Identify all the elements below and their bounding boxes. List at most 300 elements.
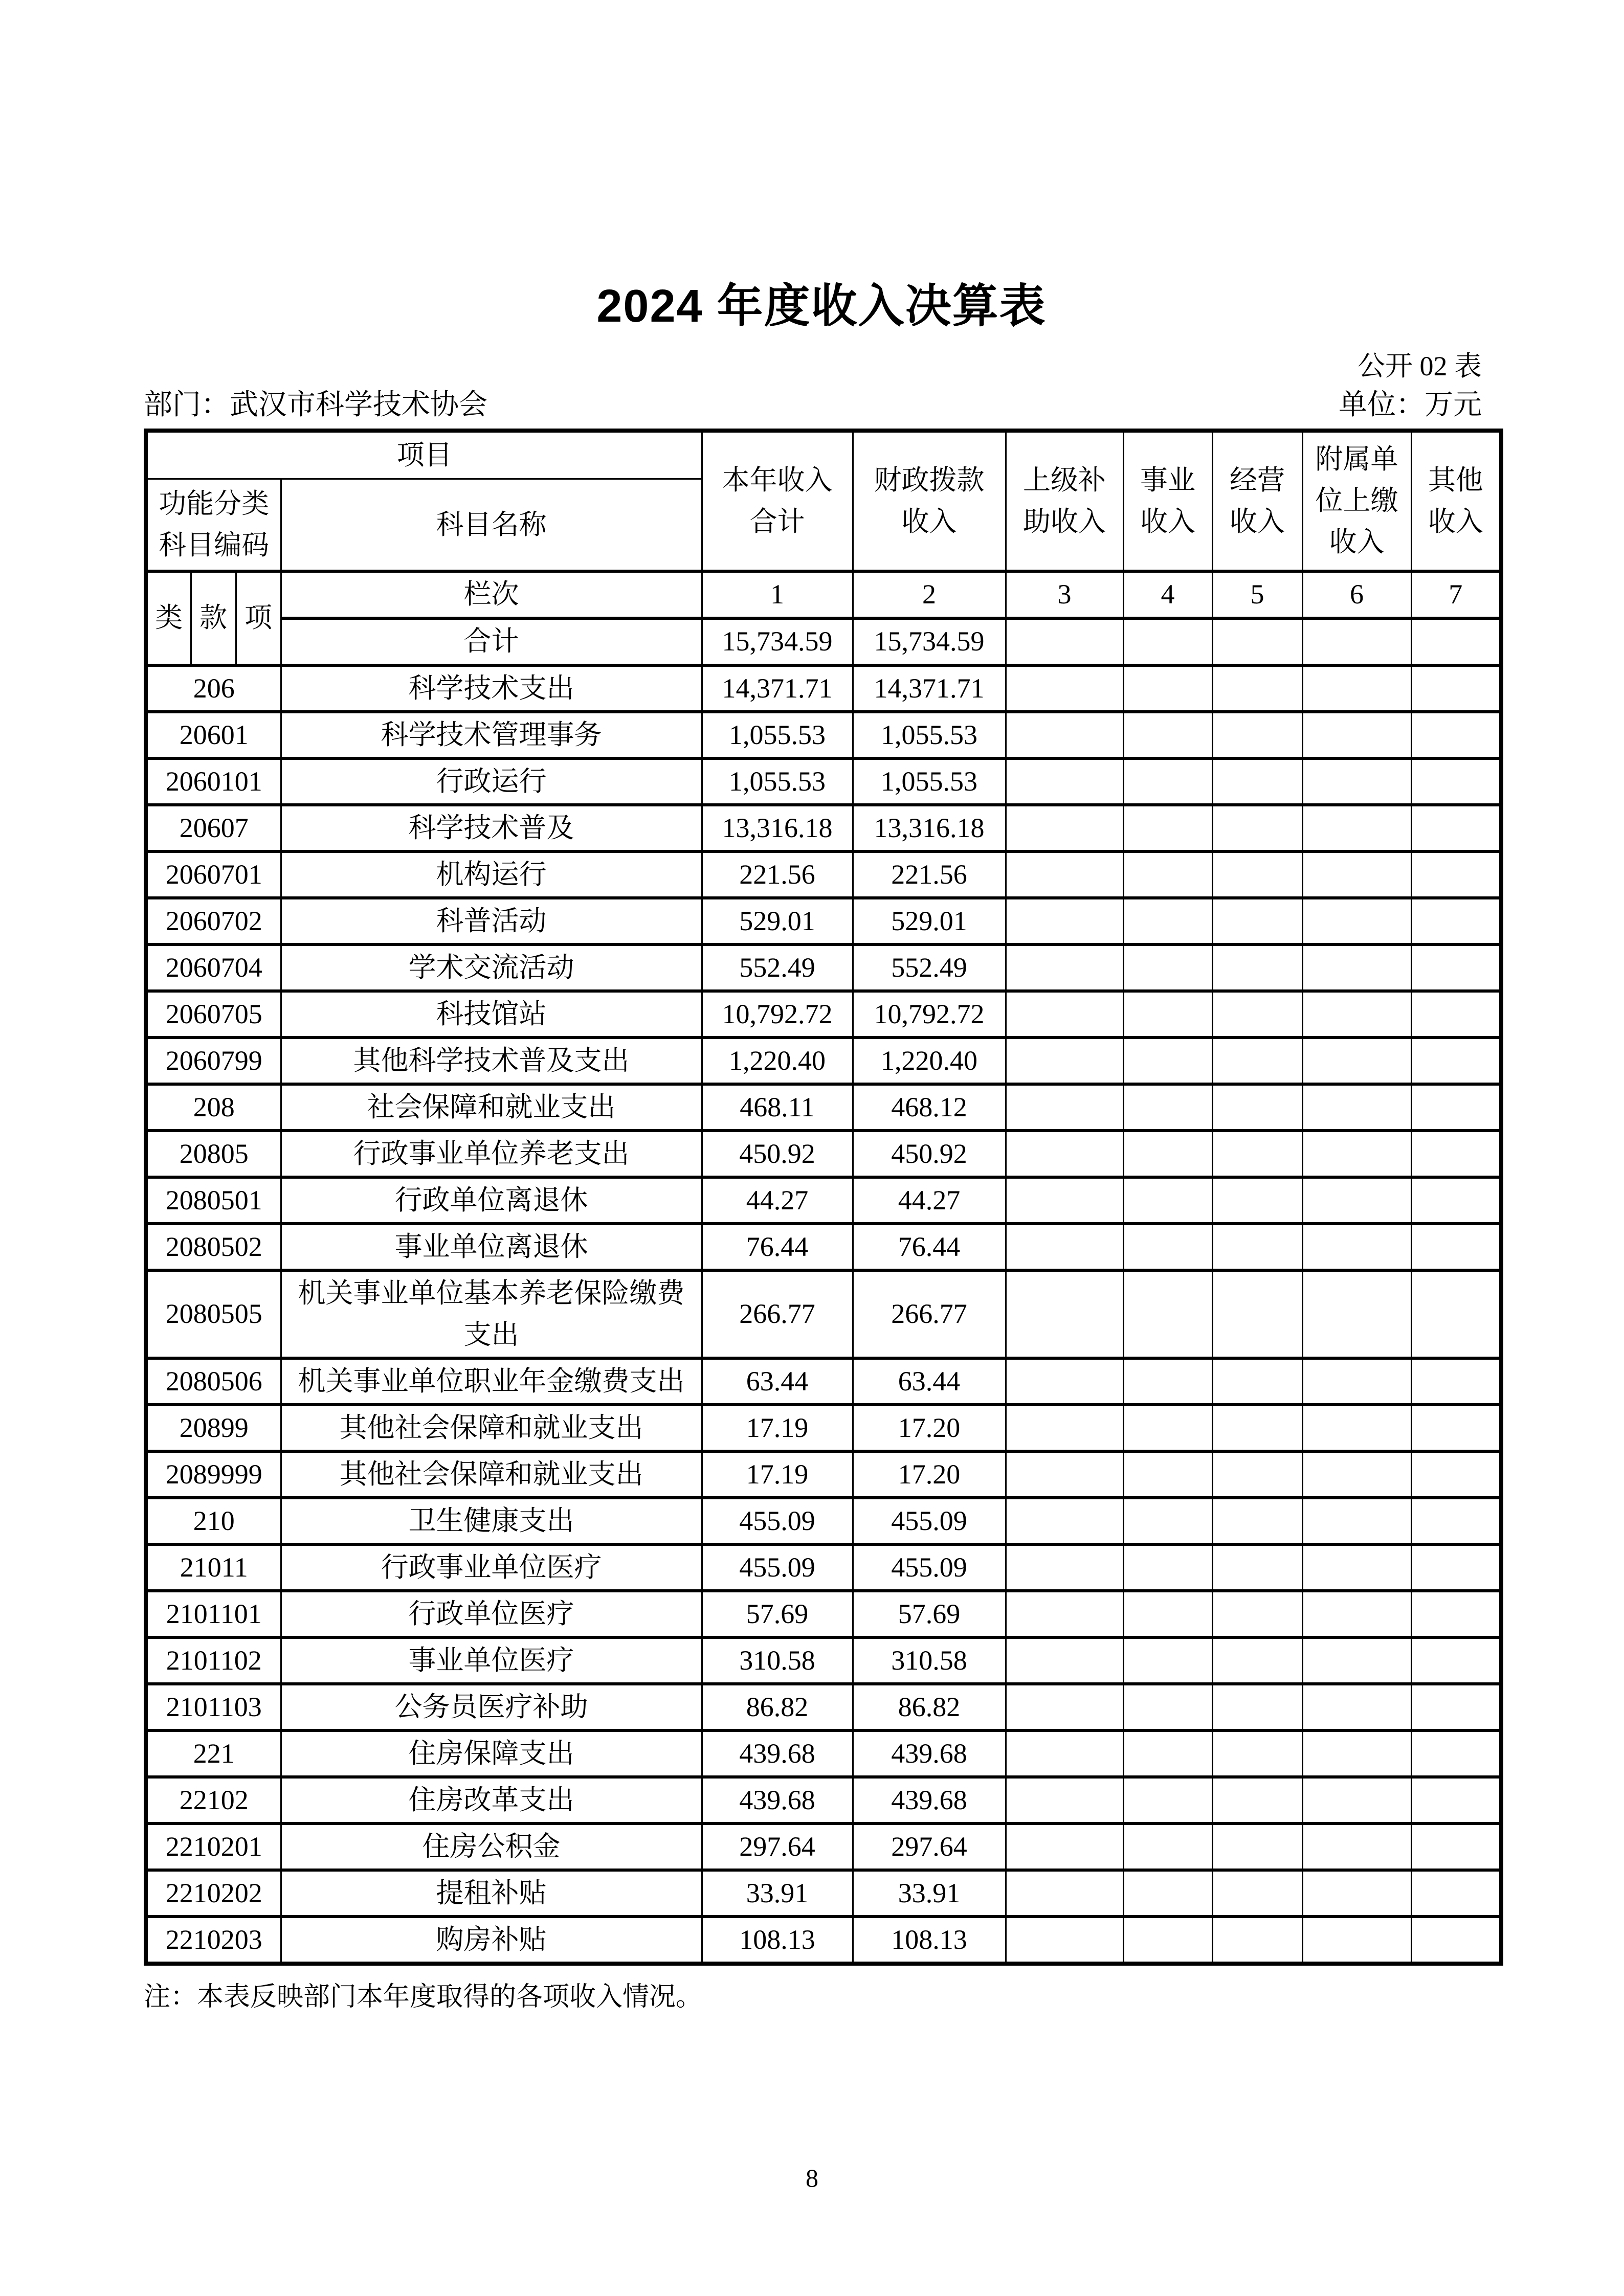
row-value: [1212, 1824, 1302, 1870]
table-row: [146, 1270, 1501, 1358]
row-value: [1411, 1824, 1501, 1870]
row-value: 455.09: [702, 1544, 853, 1591]
table-row: [146, 712, 1501, 758]
row-value: [1212, 1405, 1302, 1451]
row-value: 552.49: [702, 944, 853, 991]
column-number-1: 1: [702, 571, 853, 618]
row-value: [1212, 1637, 1302, 1684]
row-name: 科学技术管理事务: [281, 712, 702, 758]
row-value: 310.58: [853, 1637, 1006, 1684]
row-value: [1006, 898, 1123, 944]
column-number-4: 4: [1123, 571, 1212, 618]
row-value: [1006, 1870, 1123, 1917]
functional-code-header-text: 功能分类科目编码: [159, 488, 270, 561]
row-name: 学术交流活动: [281, 944, 702, 991]
table-row: [146, 1684, 1501, 1730]
row-value: [1302, 944, 1411, 991]
row-value: 10,792.72: [702, 991, 853, 1038]
row-value: [1411, 1270, 1501, 1358]
table-row: [146, 665, 1501, 712]
row-value: [1212, 665, 1302, 712]
header-row-project: [146, 431, 1501, 479]
row-value: [1006, 1730, 1123, 1777]
row-value: [1006, 1498, 1123, 1544]
row-name: 其他社会保障和就业支出: [281, 1405, 702, 1451]
row-value: [1006, 1084, 1123, 1131]
row-value: 44.27: [702, 1177, 853, 1224]
row-code: 206: [146, 665, 281, 712]
row-value: [1302, 1224, 1411, 1270]
row-value: 266.77: [853, 1270, 1006, 1358]
row-value: [1302, 1498, 1411, 1544]
row-code: 2080506: [146, 1358, 281, 1405]
row-value: 108.13: [702, 1917, 853, 1964]
row-value: 439.68: [702, 1777, 853, 1824]
total-value-1: 15,734.59: [702, 618, 853, 665]
row-value: [1006, 1824, 1123, 1870]
row-value: [1123, 1730, 1212, 1777]
row-value: 14,371.71: [702, 665, 853, 712]
row-name: 购房补贴: [281, 1917, 702, 1964]
row-value: 108.13: [853, 1917, 1006, 1964]
row-value: 1,055.53: [702, 712, 853, 758]
table-row: [146, 1498, 1501, 1544]
row-value: [1411, 665, 1501, 712]
row-value: [1212, 851, 1302, 898]
row-name: 卫生健康支出: [281, 1498, 702, 1544]
row-value: [1123, 665, 1212, 712]
row-value: 1,055.53: [853, 758, 1006, 805]
row-value: [1411, 758, 1501, 805]
row-value: 439.68: [853, 1730, 1006, 1777]
row-value: [1302, 1270, 1411, 1358]
row-value: [1302, 1358, 1411, 1405]
row-name: 事业单位离退休: [281, 1224, 702, 1270]
col-header-other-income-text: 其他收入: [1428, 464, 1483, 537]
table-row: [146, 1544, 1501, 1591]
row-value: [1411, 991, 1501, 1038]
row-value: [1411, 1917, 1501, 1964]
row-value: [1411, 805, 1501, 851]
header-row-column-index: [146, 571, 1501, 618]
row-value: [1302, 1684, 1411, 1730]
row-code: 2210201: [146, 1824, 281, 1870]
row-value: [1212, 1684, 1302, 1730]
col-header-subordinate-remittance: [1302, 431, 1411, 571]
row-value: [1411, 898, 1501, 944]
row-name: 科学技术支出: [281, 665, 702, 712]
row-value: [1123, 1684, 1212, 1730]
row-value: 266.77: [702, 1270, 853, 1358]
row-value: 44.27: [853, 1177, 1006, 1224]
row-value: 1,220.40: [702, 1038, 853, 1084]
row-name: 其他科学技术普及支出: [281, 1038, 702, 1084]
row-value: 552.49: [853, 944, 1006, 991]
row-code: 2060701: [146, 851, 281, 898]
row-value: [1302, 1637, 1411, 1684]
row-code: 20607: [146, 805, 281, 851]
row-value: [1123, 1270, 1212, 1358]
total-row: [146, 618, 1501, 665]
row-code: 2101102: [146, 1637, 281, 1684]
row-code: 20601: [146, 712, 281, 758]
row-name: 科普活动: [281, 898, 702, 944]
table-row: [146, 1870, 1501, 1917]
row-value: [1006, 1637, 1123, 1684]
row-value: [1123, 1358, 1212, 1405]
row-name: 事业单位医疗: [281, 1637, 702, 1684]
table-row: [146, 1177, 1501, 1224]
row-value: [1123, 1917, 1212, 1964]
row-name: 提租补贴: [281, 1870, 702, 1917]
row-value: [1302, 1917, 1411, 1964]
row-value: [1123, 1498, 1212, 1544]
row-value: [1212, 991, 1302, 1038]
row-value: 439.68: [853, 1777, 1006, 1824]
row-value: [1123, 1405, 1212, 1451]
row-value: [1006, 1591, 1123, 1637]
table-row: [146, 1451, 1501, 1498]
functional-code-header: [146, 479, 281, 571]
row-value: [1302, 991, 1411, 1038]
row-name: 行政单位医疗: [281, 1591, 702, 1637]
table-note: 注：本表反映部门本年度取得的各项收入情况。: [144, 1982, 703, 2012]
row-value: [1302, 805, 1411, 851]
public-table-number: 公开 02 表: [1358, 351, 1482, 381]
row-value: [1123, 1038, 1212, 1084]
code-subcol-section: 款: [191, 571, 236, 665]
row-value: 57.69: [853, 1591, 1006, 1637]
row-value: 439.68: [702, 1730, 853, 1777]
row-value: 14,371.71: [853, 665, 1006, 712]
code-subcol-class: 类: [146, 571, 191, 665]
row-value: [1411, 1131, 1501, 1177]
row-code: 208: [146, 1084, 281, 1131]
table-row: [146, 805, 1501, 851]
row-value: 63.44: [702, 1358, 853, 1405]
row-value: [1302, 1870, 1411, 1917]
row-value: [1212, 1177, 1302, 1224]
col-header-superior-subsidy-text: 上级补助收入: [1022, 464, 1106, 537]
row-value: [1302, 1824, 1411, 1870]
row-value: [1006, 1131, 1123, 1177]
row-value: [1123, 1451, 1212, 1498]
row-name: 公务员医疗补助: [281, 1684, 702, 1730]
row-code: 2060101: [146, 758, 281, 805]
row-code: 21011: [146, 1544, 281, 1591]
row-code: 2101103: [146, 1684, 281, 1730]
row-value: [1411, 1544, 1501, 1591]
row-value: [1302, 1544, 1411, 1591]
row-code: 2089999: [146, 1451, 281, 1498]
row-value: [1411, 1637, 1501, 1684]
col-header-other-income: [1411, 431, 1501, 571]
code-subcol-item: 项: [236, 571, 281, 665]
row-value: [1123, 1637, 1212, 1684]
row-value: [1212, 944, 1302, 991]
row-code: 2210203: [146, 1917, 281, 1964]
row-value: [1212, 1451, 1302, 1498]
row-value: [1006, 991, 1123, 1038]
table-row: [146, 1084, 1501, 1131]
row-value: [1212, 1270, 1302, 1358]
column-index-label: 栏次: [281, 571, 702, 618]
row-code: 20805: [146, 1131, 281, 1177]
row-value: [1302, 851, 1411, 898]
row-value: [1212, 805, 1302, 851]
row-value: [1411, 1177, 1501, 1224]
row-value: 63.44: [853, 1358, 1006, 1405]
row-value: [1212, 1730, 1302, 1777]
col-header-business-income: [1123, 431, 1212, 571]
table-row: [146, 1917, 1501, 1964]
row-value: [1006, 1177, 1123, 1224]
row-code: 221: [146, 1730, 281, 1777]
row-value: 86.82: [853, 1684, 1006, 1730]
row-value: [1302, 1730, 1411, 1777]
table-row: [146, 898, 1501, 944]
row-value: [1411, 1224, 1501, 1270]
row-value: [1006, 944, 1123, 991]
subject-name-header: 科目名称: [281, 479, 702, 571]
row-value: [1123, 1824, 1212, 1870]
table-row: [146, 991, 1501, 1038]
row-value: [1411, 1591, 1501, 1637]
row-value: 1,055.53: [702, 758, 853, 805]
table-row: [146, 944, 1501, 991]
row-value: [1411, 1870, 1501, 1917]
project-header: 项目: [146, 431, 702, 479]
row-value: [1302, 758, 1411, 805]
row-value: [1123, 1870, 1212, 1917]
row-code: 2210202: [146, 1870, 281, 1917]
row-value: [1006, 1270, 1123, 1358]
row-value: [1006, 1451, 1123, 1498]
row-value: [1302, 1177, 1411, 1224]
row-value: [1006, 712, 1123, 758]
row-value: [1212, 1917, 1302, 1964]
row-code: 2060799: [146, 1038, 281, 1084]
col-header-business-income-text: 事业收入: [1140, 464, 1195, 537]
row-value: [1411, 1405, 1501, 1451]
department-label: 部门：武汉市科学技术协会: [144, 389, 487, 421]
row-value: [1123, 758, 1212, 805]
row-value: [1212, 1544, 1302, 1591]
row-value: 13,316.18: [702, 805, 853, 851]
row-code: 2080502: [146, 1224, 281, 1270]
row-value: 17.20: [853, 1451, 1006, 1498]
col-header-fiscal-appropriation-text: 财政拨款收入: [874, 464, 985, 537]
table-row: [146, 1224, 1501, 1270]
row-value: [1212, 1498, 1302, 1544]
row-name: 行政运行: [281, 758, 702, 805]
row-value: [1411, 1684, 1501, 1730]
row-value: [1006, 851, 1123, 898]
row-code: 22102: [146, 1777, 281, 1824]
row-value: 10,792.72: [853, 991, 1006, 1038]
row-name: 行政单位离退休: [281, 1177, 702, 1224]
row-value: [1411, 1038, 1501, 1084]
row-value: [1212, 1084, 1302, 1131]
row-value: [1302, 1591, 1411, 1637]
row-value: [1302, 1038, 1411, 1084]
col-header-operating-income: [1212, 431, 1302, 571]
row-name: 科技馆站: [281, 991, 702, 1038]
total-label: 合计: [281, 618, 702, 665]
row-value: 455.09: [853, 1544, 1006, 1591]
total-value-4: [1123, 618, 1212, 665]
row-value: [1212, 1131, 1302, 1177]
table-row: [146, 1405, 1501, 1451]
total-value-5: [1212, 618, 1302, 665]
row-code: 210: [146, 1498, 281, 1544]
row-name: 科学技术普及: [281, 805, 702, 851]
col-header-current-year-total: [702, 431, 853, 571]
row-value: 529.01: [702, 898, 853, 944]
table-meta-row: [144, 390, 1499, 421]
column-number-6: 6: [1302, 571, 1411, 618]
row-value: [1123, 1777, 1212, 1824]
row-name: 住房改革支出: [281, 1777, 702, 1824]
income-final-accounts-table: [144, 429, 1503, 1966]
col-header-fiscal-appropriation: [853, 431, 1006, 571]
row-value: [1006, 1917, 1123, 1964]
row-value: [1123, 805, 1212, 851]
table-row: [146, 1824, 1501, 1870]
row-name: 住房公积金: [281, 1824, 702, 1870]
col-header-subordinate-remittance-text: 附属单位上缴收入: [1315, 444, 1398, 558]
row-value: [1411, 1730, 1501, 1777]
row-name: 行政事业单位医疗: [281, 1544, 702, 1591]
row-name: 机构运行: [281, 851, 702, 898]
row-code: 2101101: [146, 1591, 281, 1637]
row-code: 2060705: [146, 991, 281, 1038]
total-value-2: 15,734.59: [853, 618, 1006, 665]
row-value: [1212, 1870, 1302, 1917]
row-value: 57.69: [702, 1591, 853, 1637]
table-row: [146, 1131, 1501, 1177]
row-value: [1302, 1777, 1411, 1824]
row-code: 2060702: [146, 898, 281, 944]
row-value: 297.64: [853, 1824, 1006, 1870]
row-value: [1411, 1358, 1501, 1405]
unit-label: 单位：万元: [1339, 389, 1482, 421]
row-value: 455.09: [702, 1498, 853, 1544]
row-code: 2060704: [146, 944, 281, 991]
table-row: [146, 1358, 1501, 1405]
row-value: [1212, 758, 1302, 805]
row-name: 行政事业单位养老支出: [281, 1131, 702, 1177]
row-value: [1123, 712, 1212, 758]
row-value: [1006, 758, 1123, 805]
row-value: [1411, 1084, 1501, 1131]
table-row: [146, 1591, 1501, 1637]
row-value: 450.92: [702, 1131, 853, 1177]
row-code: 20899: [146, 1405, 281, 1451]
row-code: 2080505: [146, 1270, 281, 1358]
column-number-7: 7: [1411, 571, 1501, 618]
row-value: 76.44: [702, 1224, 853, 1270]
row-value: [1006, 1544, 1123, 1591]
row-value: [1123, 1544, 1212, 1591]
total-value-7: [1411, 618, 1501, 665]
row-value: [1123, 1084, 1212, 1131]
row-value: [1212, 1038, 1302, 1084]
row-value: [1212, 1777, 1302, 1824]
row-value: [1006, 805, 1123, 851]
row-value: [1302, 665, 1411, 712]
col-header-current-year-total-text: 本年收入合计: [722, 464, 833, 537]
row-value: 455.09: [853, 1498, 1006, 1544]
row-value: [1302, 1405, 1411, 1451]
row-value: [1411, 944, 1501, 991]
row-value: [1302, 712, 1411, 758]
row-value: [1006, 1684, 1123, 1730]
row-value: [1411, 851, 1501, 898]
row-name: 机关事业单位职业年金缴费支出: [281, 1358, 702, 1405]
row-name: 住房保障支出: [281, 1730, 702, 1777]
row-value: 468.12: [853, 1084, 1006, 1131]
row-value: [1123, 851, 1212, 898]
row-value: [1006, 665, 1123, 712]
row-value: [1302, 898, 1411, 944]
row-code: 2080501: [146, 1177, 281, 1224]
row-value: [1006, 1777, 1123, 1824]
row-value: [1302, 1084, 1411, 1131]
table-row: [146, 1777, 1501, 1824]
table-row: [146, 758, 1501, 805]
row-value: 17.19: [702, 1405, 853, 1451]
row-value: 221.56: [853, 851, 1006, 898]
row-value: 529.01: [853, 898, 1006, 944]
table-row: [146, 1038, 1501, 1084]
col-header-superior-subsidy: [1006, 431, 1123, 571]
document-content: [144, 279, 1499, 2015]
row-value: [1212, 712, 1302, 758]
col-header-operating-income-text: 经营收入: [1230, 464, 1285, 537]
row-value: 221.56: [702, 851, 853, 898]
row-value: 17.19: [702, 1451, 853, 1498]
row-value: 1,220.40: [853, 1038, 1006, 1084]
row-value: 297.64: [702, 1824, 853, 1870]
row-value: [1212, 1591, 1302, 1637]
row-value: [1123, 944, 1212, 991]
table-row: [146, 1637, 1501, 1684]
row-value: [1411, 1777, 1501, 1824]
row-value: 1,055.53: [853, 712, 1006, 758]
column-number-3: 3: [1006, 571, 1123, 618]
row-value: [1411, 1498, 1501, 1544]
row-value: [1123, 1177, 1212, 1224]
total-value-3: [1006, 618, 1123, 665]
row-value: [1123, 1224, 1212, 1270]
row-value: 468.11: [702, 1084, 853, 1131]
row-value: [1006, 1358, 1123, 1405]
row-name: 机关事业单位基本养老保险缴费支出: [281, 1270, 702, 1358]
row-value: [1411, 712, 1501, 758]
row-value: [1212, 898, 1302, 944]
row-value: [1006, 1224, 1123, 1270]
row-value: [1212, 1358, 1302, 1405]
row-name: 其他社会保障和就业支出: [281, 1451, 702, 1498]
row-value: 310.58: [702, 1637, 853, 1684]
page-title: 2024 年度收入决算表: [596, 281, 1047, 332]
row-value: [1123, 898, 1212, 944]
row-value: 86.82: [702, 1684, 853, 1730]
total-value-6: [1302, 618, 1411, 665]
row-value: [1212, 1224, 1302, 1270]
row-value: [1123, 1591, 1212, 1637]
